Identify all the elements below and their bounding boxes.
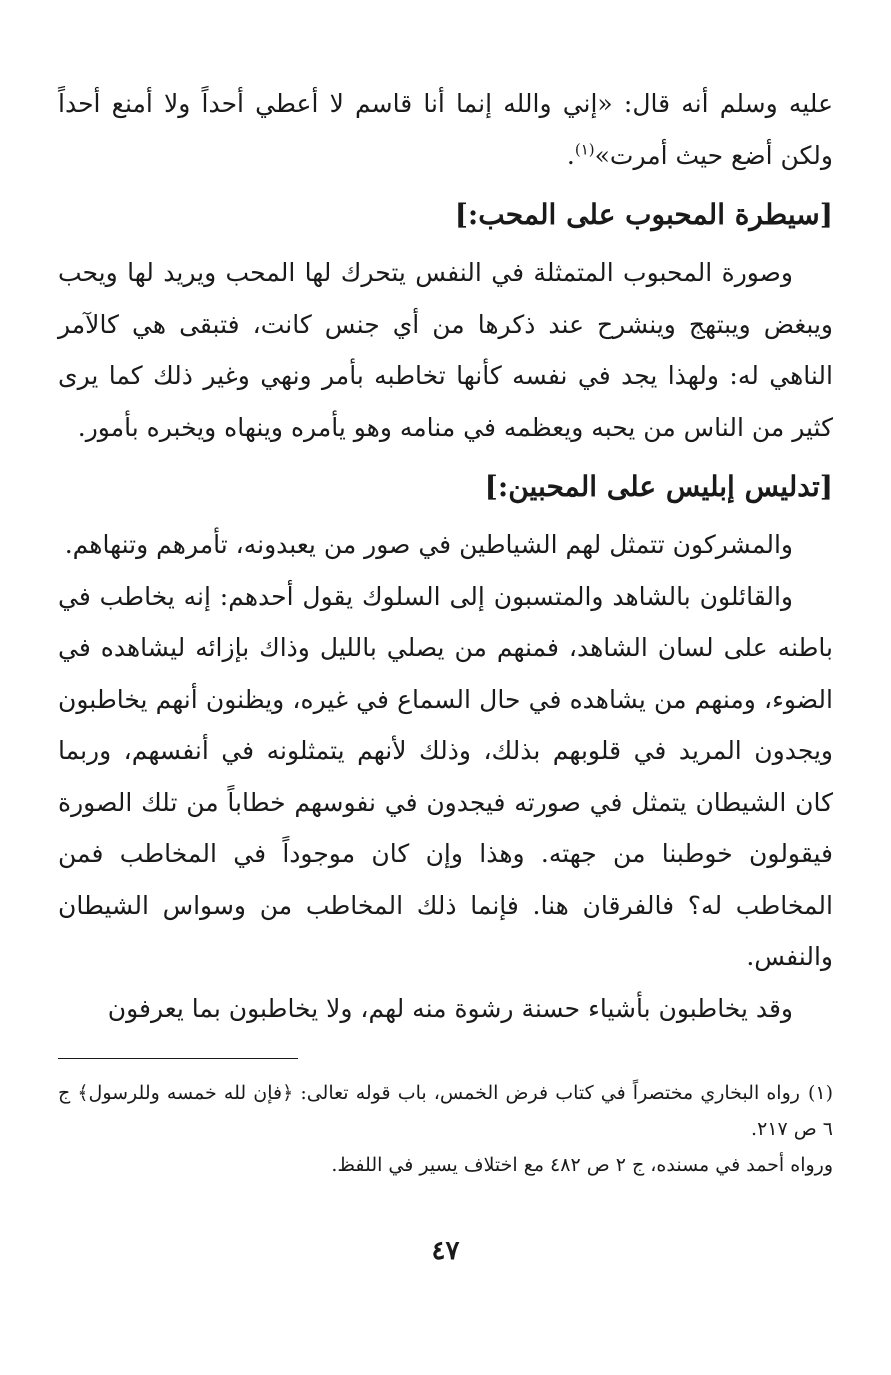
footnote-number: (١) [807,1082,833,1104]
intro-end: . [566,140,575,170]
footnote-2: ورواه أحمد في مسنده، ج ٢ ص ٤٨٢ مع اختلاف يسير في اللفظ. [331,1154,833,1176]
section2-paragraph-1: والمشركون تتمثل لهم الشياطين في صور من يعبدونه، تأمرهم وتنهاهم. [64,530,793,559]
section1-paragraph: وصورة المحبوب المتمثلة في النفس يتحرك لها المحب ويريد لها ويحب ويبغض ويبتهج وينشرح عند ذكرها من أي جنس كانت، فتبقى هي كالآمر الناهي له: ولهذا يجد في نفسه كأنها تخاطبه بأمر ونهي وغير ذلك كما يرى كثير من الناس من يحبه ويعظمه في منامه وهو يأمره وينهاه ويخبره بأمور. [58,258,833,442]
section2-paragraph-2: والقائلون بالشاهد والمتسبون إلى السلوك يقول أحدهم: إنه يخاطب في باطنه على لسان الشاهد، فمنهم من يصلي بالليل وذاك بإزائه ليشاهده في الضوء، ومنهم من يشاهده في حال السماع في غيره، ويظنون أنهم يخاطبون ويجدون المريد في قلوبهم بذلك، وذلك لأنهم يتمثلونه في أنفسهم، وربما كان الشيطان يتمثل في صورته فيجدون في نفوسهم خطاباً من تلك الصورة فيقولون خوطبنا من جهته. وهذا وإن كان موجوداً في المخاطب فمن المخاطب له؟ فالفرقان هنا. فإنما ذلك المخاطب من وسواس الشيطان والنفس. [58,581,833,971]
section-heading-2: [تدليس إبليس على المحبين:] [484,470,833,503]
footnote-1 [58,1075,833,1147]
book-page [58,78,833,1348]
section2-paragraph-3: وقد يخاطبون بأشياء حسنة رشوة منه لهم، ولا يخاطبون بما يعرفون [107,993,793,1023]
intro-text: عليه وسلم أنه قال: «إني والله إنما أنا قاسم لا أعطي أحداً ولا أمنع أحداً ولكن أضع حيث أمرت» [58,89,833,170]
intro-paragraph [58,78,833,181]
footnote-text-1: رواه البخاري مختصراً في كتاب فرض الخمس، باب قوله تعالى: ﴿فإن لله خمسه وللرسول﴾ ج ٦ ص ٢١٧. [58,1082,833,1140]
section-heading-1: [سيطرة المحبوب على المحب:] [454,198,833,231]
page-number: ٤٧ [431,1236,460,1266]
footnote-ref[interactable]: (١) [574,140,595,159]
footnote-divider [58,1058,298,1059]
